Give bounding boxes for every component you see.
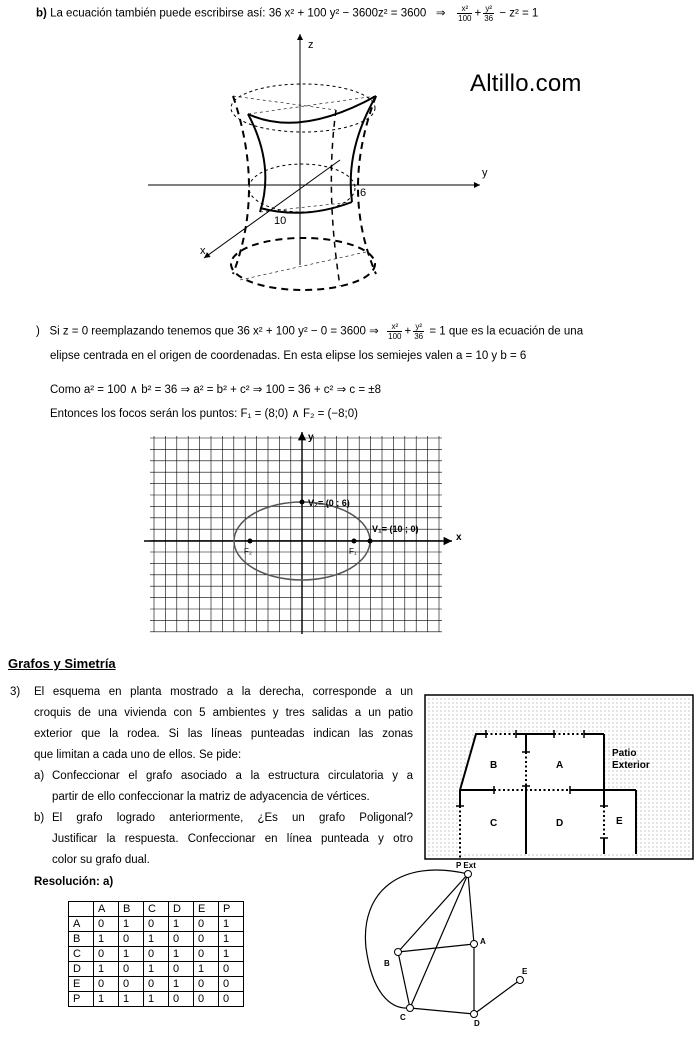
matrix-cell: E	[69, 977, 94, 992]
adjacency-matrix	[68, 901, 244, 1007]
item-b-text	[52, 808, 413, 871]
matrix-cell: 1	[219, 947, 244, 962]
matrix-row	[69, 992, 244, 1007]
matrix-cell: 0	[219, 992, 244, 1007]
matrix-row	[69, 962, 244, 977]
fraction-x: $\frac{\text{x²}}{100}$	[458, 4, 472, 23]
matrix-cell: 1	[169, 947, 194, 962]
part-c-line1: ) Si z = 0 reemplazando tenemos que 36 x² + 100 y² − 0 = 3600 ⇒ $\frac{\text{x²}}{100}$ + $\frac{\text{y²}}{36}$ = 1 que es la ecuación de una	[36, 322, 584, 341]
item-a-line: Confeccionar el grafo asociado a la estructura circulatoria y a	[52, 770, 413, 782]
item-a-line: partir de ello confeccionar la matriz de adyacencia de vértices.	[52, 791, 370, 803]
statement-line: croquis de una vivienda con 5 ambientes y tres salidas a un patio	[34, 707, 413, 719]
matrix-cell: 1	[219, 932, 244, 947]
node-b	[395, 949, 402, 956]
node-a-label: A	[480, 937, 486, 946]
statement-line: El esquema en planta mostrado a la derecha, corresponde a un	[34, 686, 413, 698]
matrix-cell: 1	[144, 932, 169, 947]
matrix-cell: C	[69, 947, 94, 962]
matrix-cell: 0	[194, 917, 219, 932]
f2-label: F₂	[244, 547, 252, 556]
problem-statement	[34, 682, 413, 766]
part-c-label: )	[36, 325, 40, 338]
patio-label-2: Exterior	[612, 760, 650, 771]
matrix-cell: 1	[94, 962, 119, 977]
matrix-cell: D	[69, 962, 94, 977]
statement-line: exterior que la rodea. Si las líneas punteadas indican las zonas	[34, 728, 413, 740]
vertex-v1	[368, 539, 373, 544]
plot-x-label: x	[456, 532, 462, 543]
matrix-cell: 0	[194, 932, 219, 947]
ellipse-plot	[140, 428, 470, 636]
item-b-line: El grafo logrado anteriormente, ¿Es un grafo Poligonal?	[52, 812, 413, 824]
matrix-row	[69, 917, 244, 932]
item-b-line: Justificar la respuesta. Confeccionar en línea punteada y otro	[52, 833, 413, 845]
v2-label: V₂= (0 ; 6)	[308, 498, 350, 508]
matrix-cell: 0	[94, 917, 119, 932]
room-b: B	[490, 760, 498, 771]
item-b-label: b)	[34, 812, 45, 824]
label-6: 6	[360, 187, 367, 199]
matrix-cell: 0	[194, 977, 219, 992]
x-axis	[204, 160, 340, 258]
matrix-cell	[69, 902, 94, 917]
matrix-cell: 0	[119, 932, 144, 947]
matrix-cell: 1	[119, 992, 144, 1007]
matrix-cell: 1	[144, 992, 169, 1007]
x-axis-label: x	[200, 245, 206, 257]
part-b-label: b)	[36, 7, 47, 20]
section-title: Grafos y Simetría	[8, 656, 116, 671]
matrix-cell: 1	[119, 917, 144, 932]
matrix-cell: C	[144, 902, 169, 917]
matrix-cell: P	[69, 992, 94, 1007]
matrix-row	[69, 947, 244, 962]
item-a-text	[52, 766, 413, 808]
matrix-cell: 1	[119, 947, 144, 962]
matrix-cell: P	[219, 902, 244, 917]
watermark: Altillo.com	[470, 70, 582, 97]
node-c	[407, 1005, 414, 1012]
hyperboloid-figure	[140, 30, 500, 302]
fraction-x-2: $\frac{\text{x²}}{100}$	[388, 322, 402, 341]
node-d	[471, 1011, 478, 1018]
matrix-cell: 0	[169, 932, 194, 947]
item-a-label: a)	[34, 770, 45, 782]
node-d-label: D	[474, 1019, 480, 1028]
z-axis-label: z	[308, 39, 314, 51]
matrix-cell: E	[194, 902, 219, 917]
node-e-label: E	[522, 967, 528, 976]
room-d: D	[556, 818, 564, 829]
statement-line: que limitan a cada uno de ellos. Se pide:	[34, 749, 242, 761]
room-e: E	[616, 816, 623, 827]
matrix-cell: 0	[219, 977, 244, 992]
plot-y-label: y	[308, 432, 314, 443]
label-10: 10	[274, 215, 287, 227]
part-c-text-a: Si z = 0 reemplazando tenemos que 36 x² + 100 y² − 0 = 3600 ⇒	[49, 325, 379, 338]
matrix-row	[69, 977, 244, 992]
matrix-cell: 0	[194, 947, 219, 962]
v1-label: V₁= (10 ; 0)	[372, 524, 419, 534]
matrix-cell: 1	[94, 992, 119, 1007]
matrix-row	[69, 932, 244, 947]
matrix-cell: 0	[119, 977, 144, 992]
room-c: C	[490, 818, 498, 829]
matrix-cell: 1	[169, 977, 194, 992]
matrix-cell: 1	[219, 917, 244, 932]
implies-arrow: ⇒	[435, 7, 446, 20]
matrix-cell: 0	[94, 977, 119, 992]
matrix-cell: A	[69, 917, 94, 932]
fraction-y-2: $\frac{\text{y²}}{36}$	[414, 322, 424, 341]
matrix-cell: 0	[169, 962, 194, 977]
matrix-cell: 1	[169, 917, 194, 932]
part-c-line3: Como a² = 100 ∧ b² = 36 ⇒ a² = b² + c² ⇒ 100 = 36 + c² ⇒ c = ±8	[50, 384, 381, 396]
patio-label-1: Patio	[612, 748, 637, 759]
circulation-graph	[360, 862, 540, 1032]
room-a: A	[556, 760, 564, 771]
vertex-v2	[300, 500, 305, 505]
node-c-label: C	[400, 1013, 406, 1022]
part-c-text-b: = 1 que es la ecuación de una	[429, 325, 584, 338]
part-c-line2: elipse centrada en el origen de coordenadas. En esta elipse los semiejes valen a = 10 y b = 6	[50, 350, 527, 362]
matrix-cell: 0	[169, 992, 194, 1007]
matrix-cell: 0	[194, 992, 219, 1007]
matrix-cell: D	[169, 902, 194, 917]
problem-number: 3)	[10, 686, 21, 698]
matrix-cell: 1	[94, 932, 119, 947]
matrix-cell: 1	[194, 962, 219, 977]
matrix-cell: 1	[144, 962, 169, 977]
part-b-text: La ecuación también puede escribirse así: 36 x² + 100 y² − 3600z² = 3600	[50, 7, 427, 20]
floor-plan	[424, 694, 694, 860]
part-c-line4: Entonces los focos serán los puntos: F₁ = (8;0) ∧ F₂ = (−8;0)	[50, 408, 358, 420]
matrix-cell: 0	[144, 977, 169, 992]
item-b-line: color su grafo dual.	[52, 854, 150, 866]
resolution-label: Resolución: a)	[34, 876, 114, 888]
matrix-cell: 0	[219, 962, 244, 977]
y-axis-label: y	[482, 167, 488, 179]
part-b-equation: b) La ecuación también puede escribirse así: 36 x² + 100 y² − 3600z² = 3600 ⇒ $\frac{\text{x²}}{100}$ + $\frac{\text{y²}}{36}$ − z² = 1	[36, 4, 539, 23]
part-b-tail: − z² = 1	[499, 7, 539, 20]
matrix-cell: A	[94, 902, 119, 917]
node-e	[517, 977, 524, 984]
matrix-cell: 0	[144, 947, 169, 962]
focus-f1	[352, 539, 357, 544]
focus-f2	[248, 539, 253, 544]
matrix-cell: B	[69, 932, 94, 947]
f1-label: F₁	[349, 547, 357, 556]
matrix-cell: B	[119, 902, 144, 917]
fraction-y: $\frac{\text{y²}}{36}$	[484, 4, 494, 23]
node-p	[465, 871, 472, 878]
node-a	[471, 941, 478, 948]
matrix-header-row	[69, 902, 244, 917]
matrix-cell: 0	[144, 917, 169, 932]
node-b-label: B	[384, 959, 390, 968]
matrix-cell: 0	[119, 962, 144, 977]
matrix-cell: 0	[94, 947, 119, 962]
node-p-label: P Ext	[456, 862, 476, 870]
